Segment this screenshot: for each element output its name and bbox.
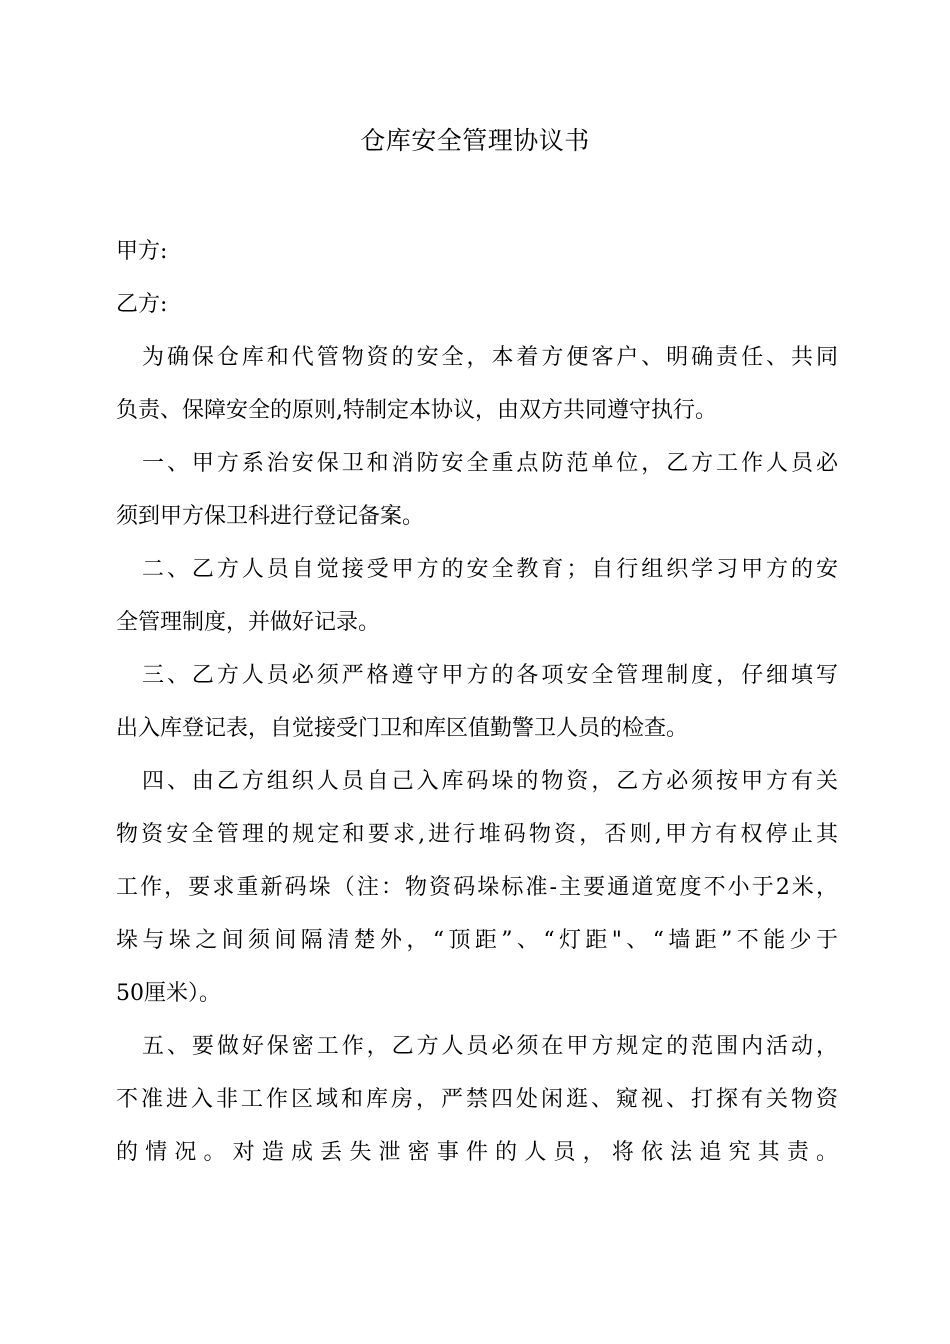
paragraph-line: 四、由乙方组织人员自己入库码垛的物资，乙方必须按甲方有关: [142, 769, 838, 794]
paragraph-clause-3: [116, 649, 838, 755]
paragraph-line: 全管理制度，并做好记录。: [116, 610, 381, 635]
paragraph-line: 出入库登记表，自觉接受门卫和库区值勤警卫人员的检查。: [116, 716, 689, 741]
document-body: [116, 225, 838, 1179]
paragraph-line: 物资安全管理的规定和要求,进行堆码物资，否则,甲方有权停止其: [116, 822, 838, 847]
paragraph-line: 工作，要求重新码垛（注：物资码垛标准-主要通道宽度不小于2米，: [116, 875, 838, 900]
paragraph-clause-2: [116, 543, 838, 649]
paragraph-line: 的情况。对造成丢失泄密事件的人员，将依法追究其责。: [116, 1140, 838, 1165]
document-title: 仓库安全管理协议书: [360, 126, 590, 155]
party-a-label: 甲方:: [116, 239, 168, 264]
paragraph-line: 二、乙方人员自觉接受甲方的安全教育；自行组织学习甲方的安: [142, 557, 838, 582]
paragraph-clause-5: [116, 1020, 838, 1179]
paragraph-line: 一、甲方系治安保卫和消防安全重点防范单位，乙方工作人员必: [142, 451, 838, 476]
paragraph-line: 垛与垛之间须间隔清楚外，“顶距”、“灯距"、“墙距”不能少于: [116, 928, 838, 953]
paragraph-line: 为确保仓库和代管物资的安全，本着方便客户、明确责任、共同: [142, 345, 838, 370]
paragraph-line: 须到甲方保卫科进行登记备案。: [116, 504, 425, 529]
party-b-label: 乙方:: [116, 292, 168, 317]
paragraph-line: 五、要做好保密工作，乙方人员必须在甲方规定的范围内活动，: [142, 1034, 838, 1059]
paragraph-line: 三、乙方人员必须严格遵守甲方的各项安全管理制度，仔细填写: [142, 663, 838, 688]
paragraph-line: 不准进入非工作区域和库房，严禁四处闲逛、窥视、打探有关物资: [116, 1087, 838, 1112]
paragraph-line: 负责、保障安全的原则,特制定本协议，由双方共同遵守执行。: [116, 398, 717, 423]
paragraph-clause-4: [116, 755, 838, 1020]
paragraph-line: 50厘米）。: [116, 981, 221, 1006]
paragraph-intro: [116, 331, 838, 437]
paragraph-clause-1: [116, 437, 838, 543]
